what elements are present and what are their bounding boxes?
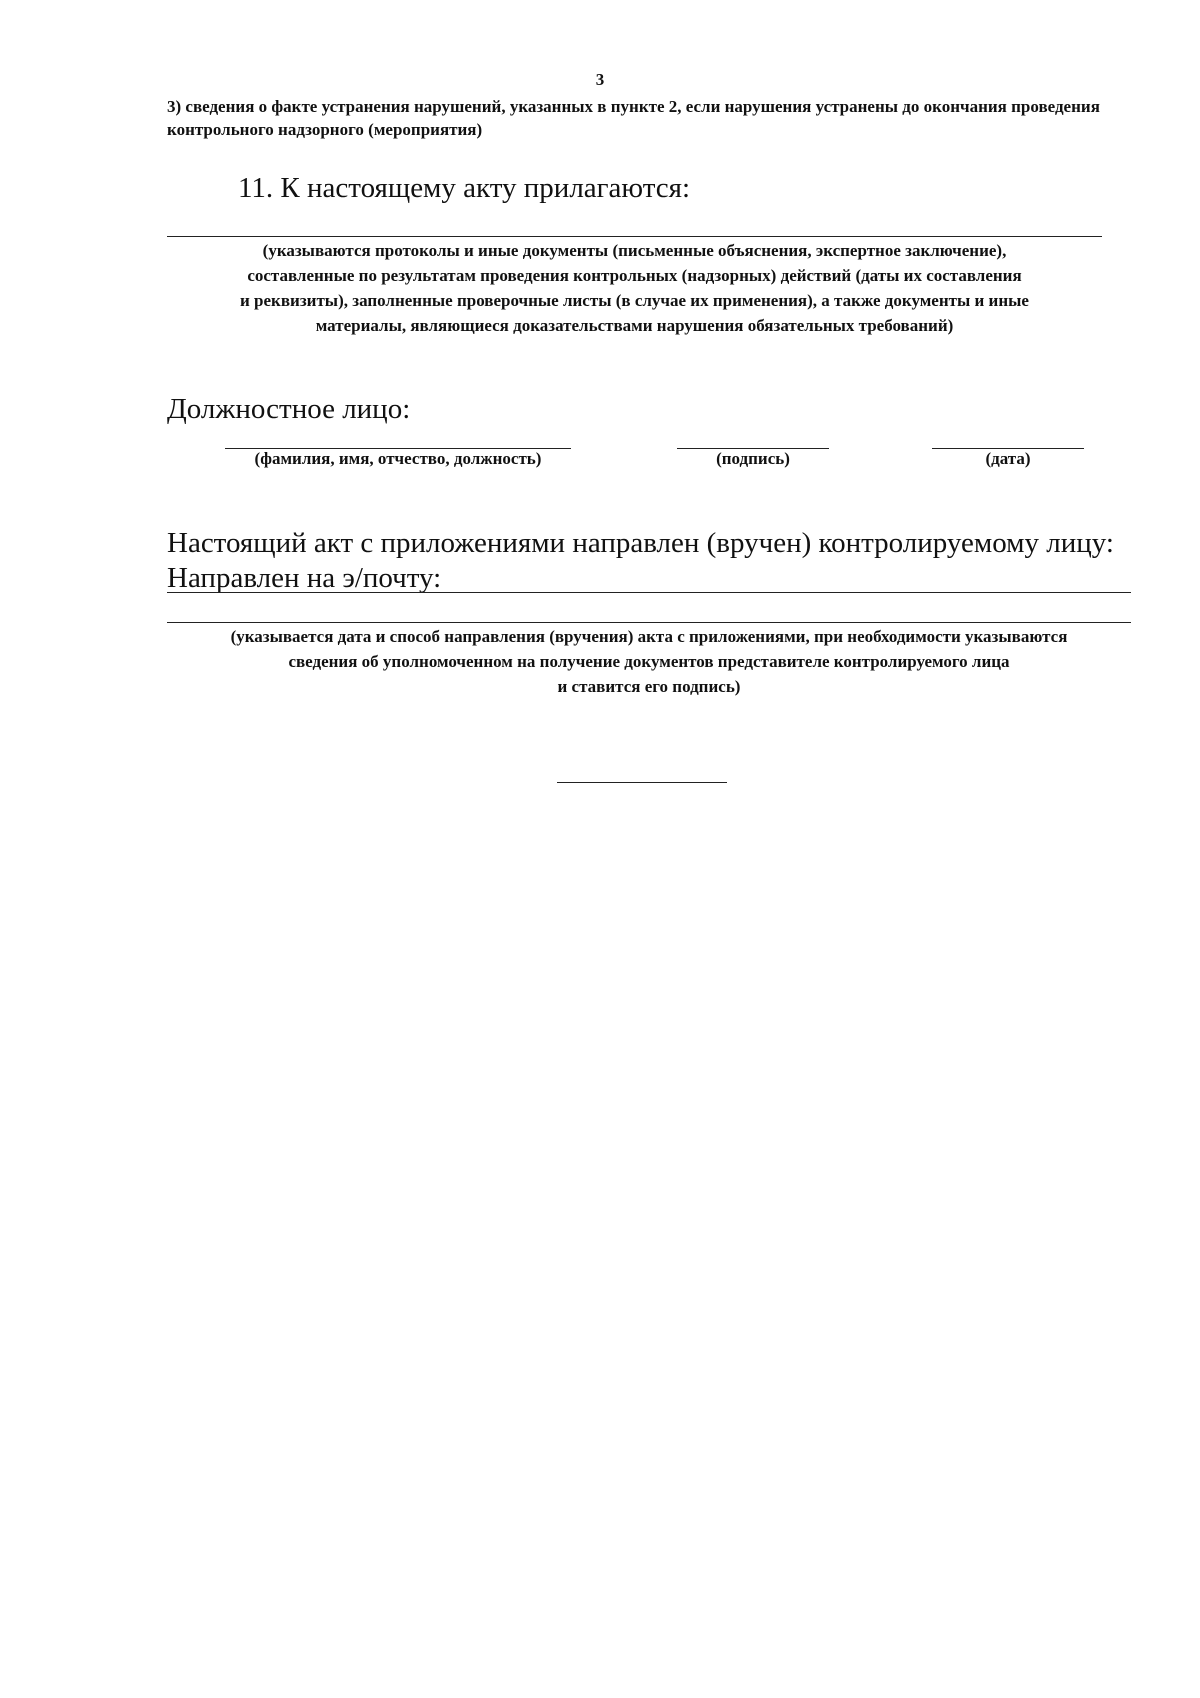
handover-caption-line-2: сведения об уполномоченном на получение документов представителе контролируемого лица (288, 652, 1010, 671)
attachments-fill-line (167, 236, 1102, 237)
attachments-caption-line-3: и реквизиты), заполненные проверочные листы (в случае их применения), а также документы и иные (240, 291, 1029, 310)
attachments-caption-line-2: составленные по результатам проведения контрольных (надзорных) действий (даты их составления (247, 266, 1022, 285)
intro-paragraph: 3) сведения о факте устранения нарушений, указанных в пункте 2, если нарушения устранены до окончания проведения контрольного надзорного (мероприятия) (167, 97, 1100, 139)
official-name-caption: (фамилия, имя, отчество, должность) (254, 449, 542, 468)
attachments-heading: 11. К настоящему акту прилагаются: (238, 172, 691, 204)
end-separator-line (557, 782, 727, 783)
handover-caption-line-1: (указывается дата и способ направления (вручения) акта с приложениями, при необходимости указываются (230, 627, 1068, 646)
page-number: 3 (595, 70, 605, 89)
official-label: Должностное лицо: (167, 393, 411, 425)
attachments-caption-line-4: материалы, являющиеся доказательствами нарушения обязательных требований) (315, 316, 954, 335)
handover-statement: Настоящий акт с приложениями направлен (вручен) контролируемому лицу: (167, 527, 1114, 559)
handover-caption (167, 624, 1131, 699)
handover-caption-line-3: и ставится его подпись) (557, 677, 741, 696)
official-signature-caption: (подпись) (716, 449, 790, 468)
email-label: Направлен на э/почту: (167, 562, 442, 594)
attachments-caption (167, 238, 1102, 338)
official-date-caption: (дата) (985, 449, 1031, 468)
handover-fill-line (167, 622, 1131, 623)
attachments-caption-line-1: (указываются протоколы и иные документы (письменные объяснения, экспертное заключение), (262, 241, 1007, 260)
email-fill-line (167, 592, 1131, 593)
